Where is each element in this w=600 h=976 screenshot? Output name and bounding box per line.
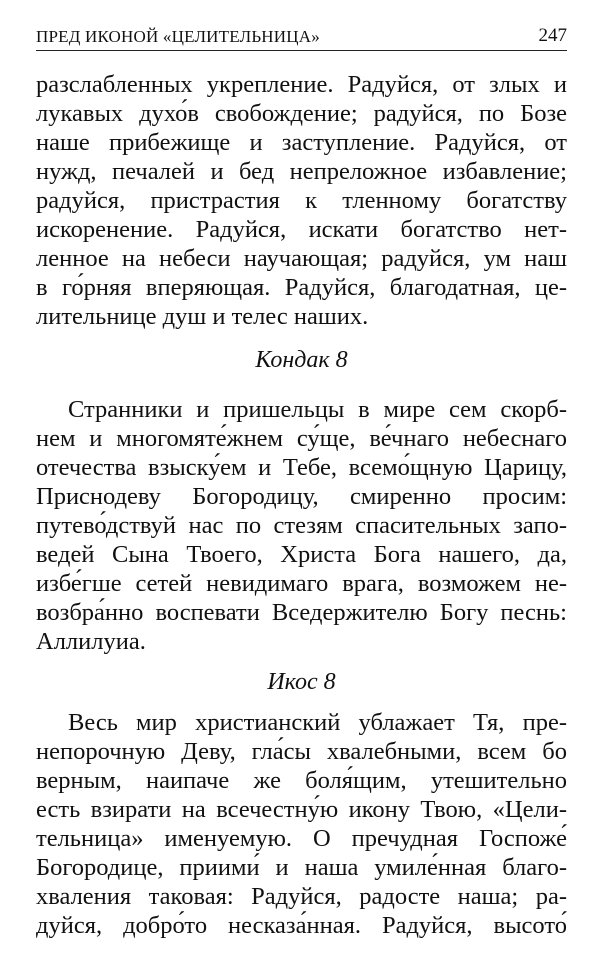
text-line: в го́рняя вперяющая. Радуйся, благодатная, це- [36,274,567,301]
text-line: хваления таковая: Радуйся, радосте наша; ра- [36,883,567,910]
page-number: 247 [538,25,567,46]
paragraph-continuation [36,70,567,331]
text-line: тельница» именуемую. О пречудная Госпоже́ [36,825,567,852]
running-title: ПРЕД ИКОНОЙ «ЦЕЛИТЕЛЬНИЦА» [36,27,320,46]
text-line: путево́дствуй нас по стезям спасительных запо- [36,512,567,539]
text-line: нем и многомяте́жнем су́ще, ве́чнаго небеснаго [36,425,567,452]
text-line: нужд, печалей и бед непреложное избавление; [36,158,567,185]
text-line: отечества взыску́ем и Тебе, всемо́щную Царицу, [36,454,567,481]
text-line: Странники и пришельцы в мире сем скорб- [68,396,567,423]
text-line: есть взирати на всечестну́ю икону Твою, «Цели- [36,796,567,823]
text-line: ведей Сына Твоего, Христа Бога нашего, да, [36,541,567,568]
text-line: радуйся, пристрастия к тленному богатству [36,187,567,214]
text-line: искоренение. Радуйся, искати богатство нет- [36,216,567,243]
running-header [36,24,567,51]
text-line: лукавых духо́в свобождение; радуйся, по Бозе [36,100,567,127]
text-line: разслабленных укрепление. Радуйся, от злых и [36,71,567,98]
text-line: верным, наипаче же боля́щим, утешительно [36,767,567,794]
section-heading-ikos: Икос 8 [267,669,336,695]
text-line: возбра́нно воспевати Вседержителю Богу песнь: [36,599,567,626]
text-line: Богородице, приими́ и наша умиле́нная благо- [36,854,567,881]
text-line: Весь мир христианский ублажает Тя, пре- [68,709,567,736]
text-line: лительнице душ и телес наших. [36,303,369,330]
text-line: непорочную Деву, гла́сы хвалебными, всем бо [36,738,567,765]
paragraph-kondak [36,395,567,656]
paragraph-ikos [36,708,567,940]
section-heading-kondak: Кондак 8 [255,347,348,373]
text-line: дуйся, добро́то несказа́нная. Радуйся, высото́ [36,912,567,939]
text-line: избе́гше сетей невидимаго врага, возможем не- [36,570,567,597]
text-line: наше прибежище и заступление. Радуйся, от [36,129,567,156]
text-line: ленное на небеси научающая; радуйся, ум наш [36,245,567,272]
text-line: Приснодеву Богородицу, смиренно просим: [36,483,567,510]
text-line: Аллилуиа. [36,628,146,655]
